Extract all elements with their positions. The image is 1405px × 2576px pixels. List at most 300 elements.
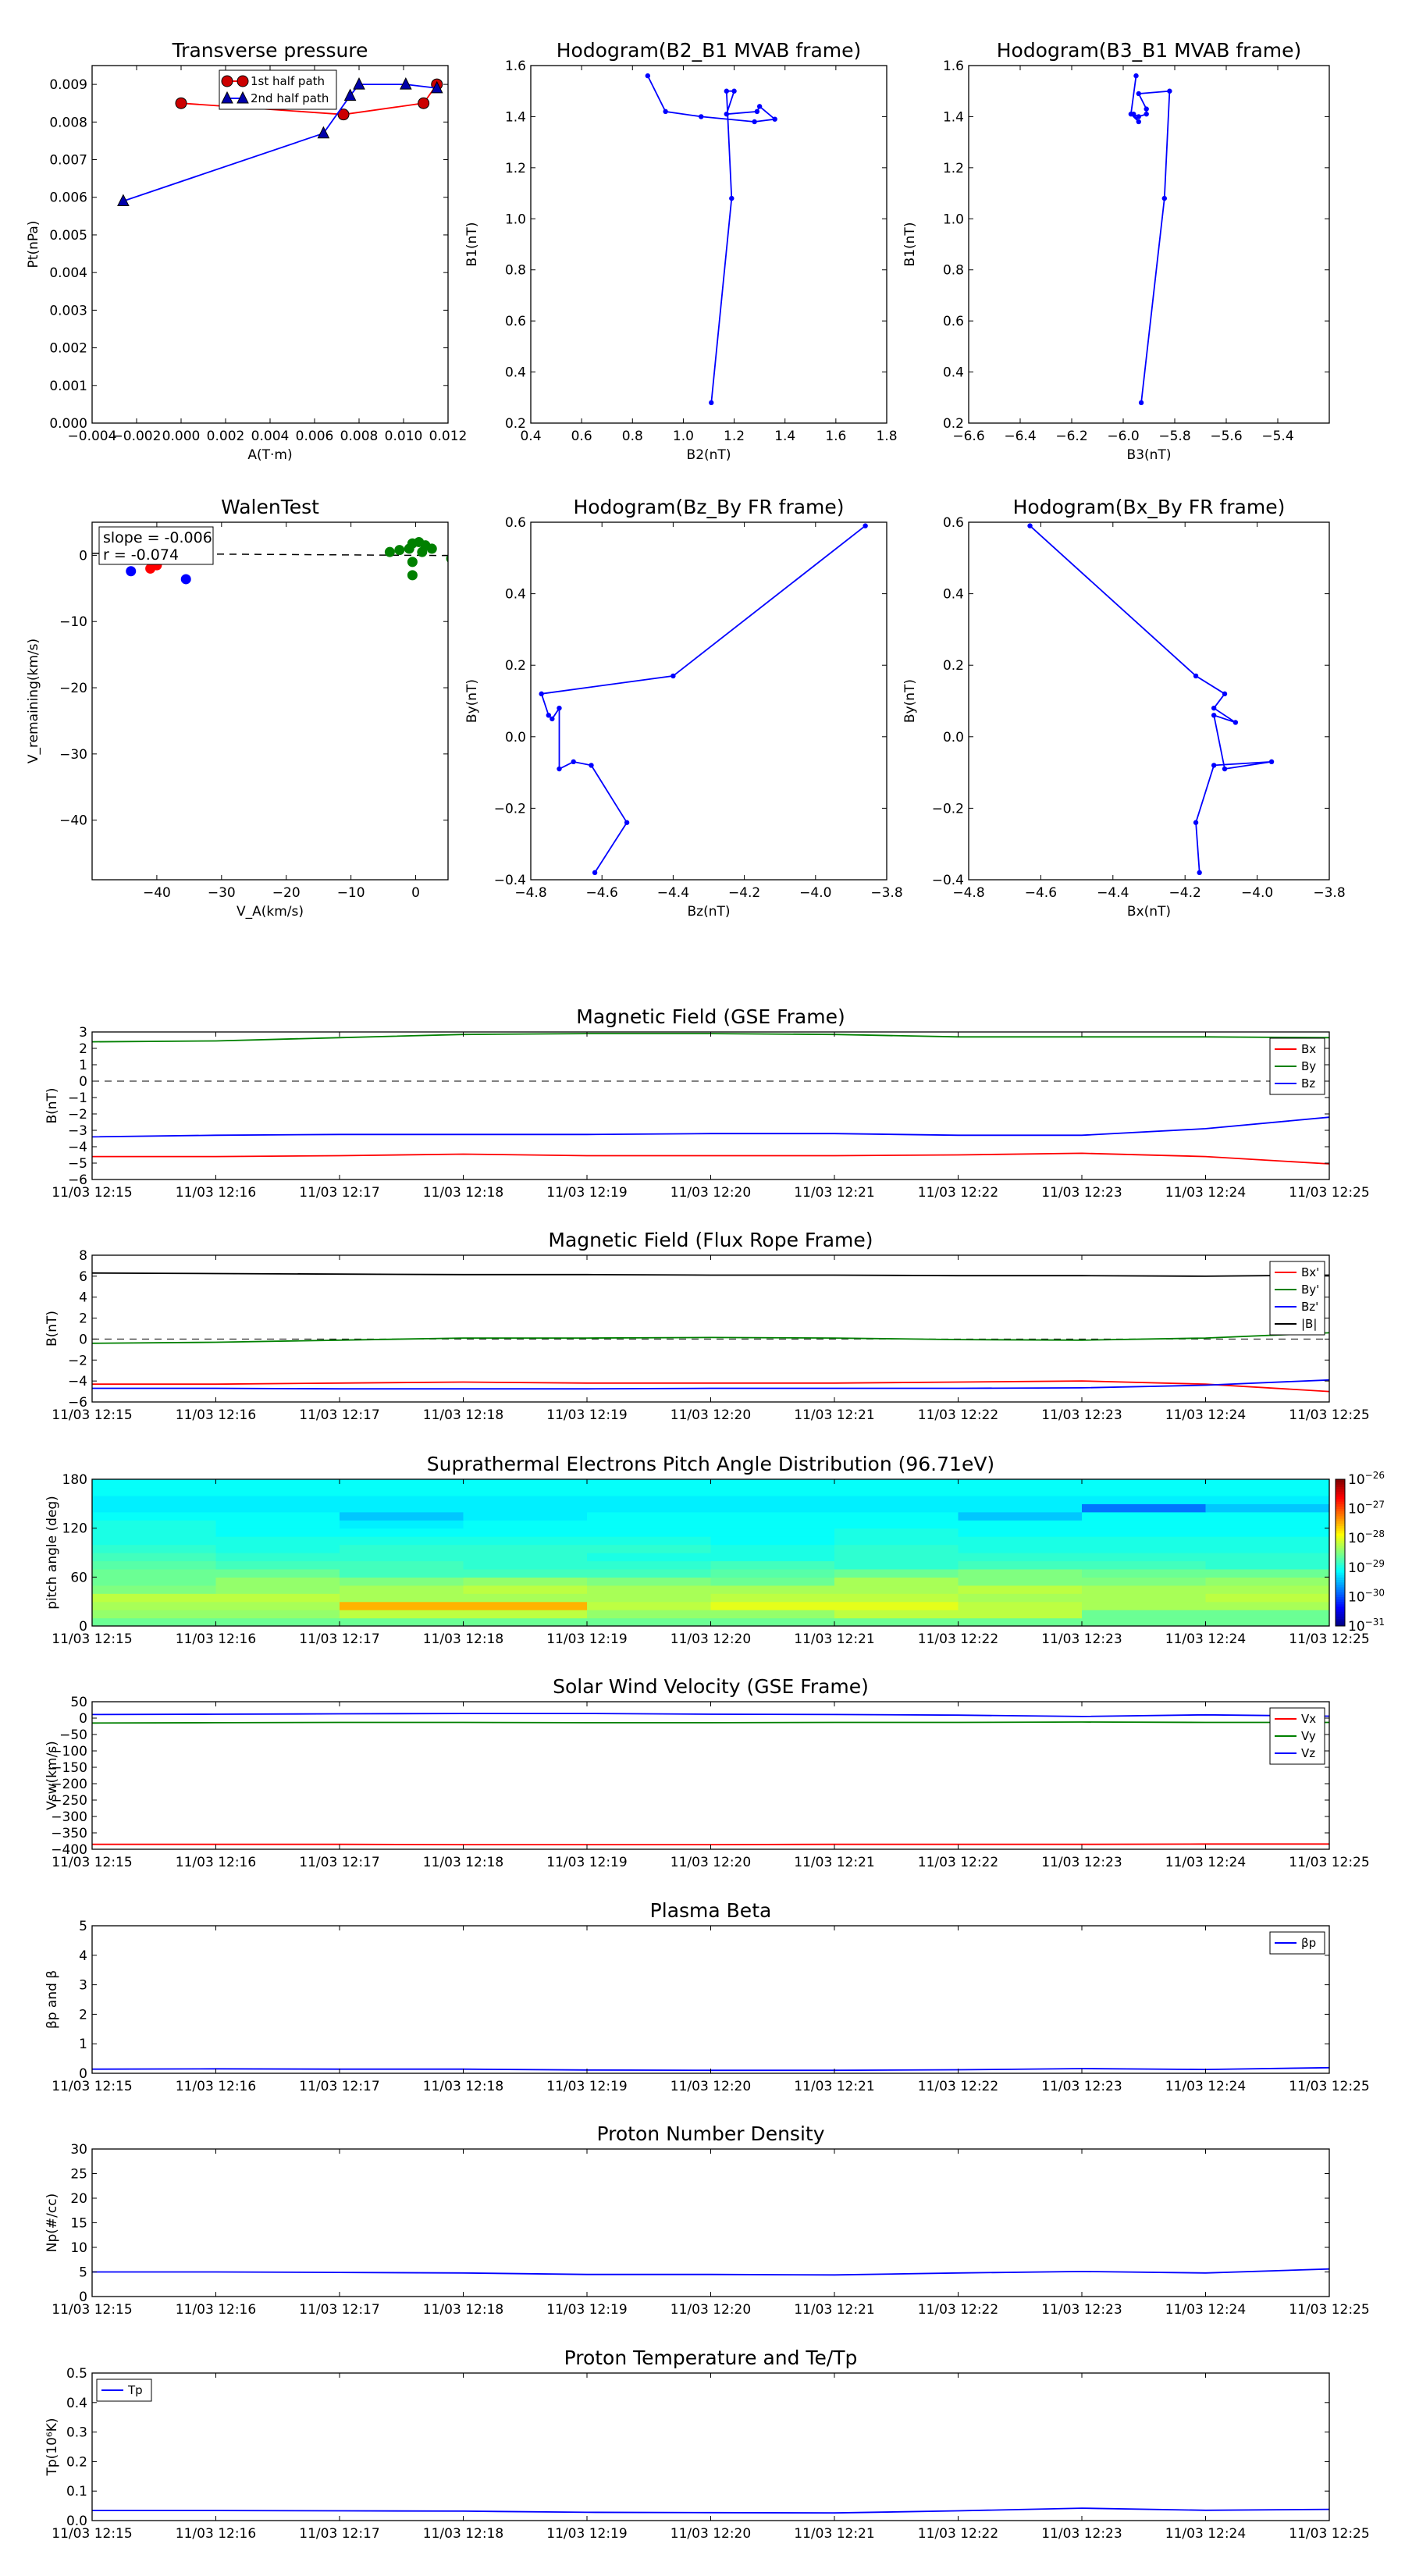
heatmap-cell: [834, 1593, 959, 1602]
x-tick-label: −3.8: [870, 885, 903, 901]
heatmap-cell: [464, 1512, 588, 1521]
x-tick-label: 11/03 12:25: [1289, 1407, 1370, 1423]
x-tick-label: 11/03 12:24: [1165, 2526, 1247, 2542]
heatmap-cell: [587, 1593, 711, 1602]
colorbar-segment: [1336, 1614, 1345, 1617]
chart-title: Plasma Beta: [649, 1899, 772, 1922]
y-tick-label: 5: [79, 2265, 87, 2281]
heatmap-cell: [959, 1512, 1083, 1521]
x-tick-label: 11/03 12:15: [52, 1631, 133, 1647]
y-tick-label: −30: [59, 746, 87, 763]
chart-pad: [44, 1453, 1385, 1647]
y-axis-label: Vsw(km/s): [44, 1741, 60, 1810]
x-tick-label: 11/03 12:21: [794, 1185, 875, 1201]
y-tick-label: 1: [79, 2037, 87, 2053]
chart-title: Magnetic Field (Flux Rope Frame): [548, 1229, 873, 1251]
y-tick-label: 0.6: [504, 515, 526, 531]
x-tick-label: −5.6: [1210, 429, 1243, 444]
y-tick-label: 0.001: [49, 378, 87, 394]
heatmap-cell: [1206, 1602, 1330, 1610]
heatmap-cell: [464, 1602, 588, 1610]
heatmap-cell: [834, 1577, 959, 1585]
x-tick-label: 1.0: [672, 429, 694, 444]
heatmap-cell: [340, 1610, 464, 1618]
data-point: [589, 763, 593, 767]
x-tick-label: 11/03 12:18: [422, 2302, 504, 2318]
data-point: [1197, 870, 1201, 875]
heatmap-cell: [711, 1520, 835, 1528]
data-point: [539, 692, 543, 696]
heatmap-cell: [1206, 1560, 1330, 1569]
colorbar-tick-exponent: −26: [1364, 1470, 1385, 1481]
heatmap-cell: [834, 1545, 959, 1553]
y-tick-label: −0.2: [931, 801, 964, 817]
x-tick-label: −4.6: [585, 885, 618, 901]
x-tick-label: −6.2: [1055, 429, 1088, 444]
heatmap-cell: [1206, 1569, 1330, 1578]
data-point: [237, 76, 248, 87]
y-tick-label: 0.002: [49, 340, 87, 357]
x-tick-label: −5.4: [1261, 429, 1294, 444]
x-tick-label: −20: [272, 885, 301, 901]
heatmap-cell: [340, 1520, 464, 1528]
data-point: [557, 767, 561, 771]
chart-title: Suprathermal Electrons Pitch Angle Distribution (96.71eV): [426, 1453, 995, 1475]
data-point: [1136, 114, 1141, 119]
colorbar-segment: [1336, 1553, 1345, 1556]
x-tick-label: 11/03 12:17: [299, 1185, 380, 1201]
data-point: [1211, 763, 1216, 767]
x-tick-label: 11/03 12:24: [1165, 2079, 1247, 2094]
x-tick-label: 11/03 12:21: [794, 2079, 875, 2094]
colorbar-segment: [1336, 1538, 1345, 1541]
heatmap-cell: [340, 1496, 464, 1504]
heatmap-cell: [340, 1479, 464, 1488]
x-tick-label: 11/03 12:18: [422, 2526, 504, 2542]
y-tick-label: 0.1: [66, 2484, 87, 2500]
x-axis-label: B2(nT): [686, 447, 731, 463]
heatmap-cell: [834, 1479, 959, 1488]
x-tick-label: 11/03 12:18: [422, 1855, 504, 1870]
legend-label: βp: [1301, 1936, 1317, 1950]
x-tick-label: 11/03 12:19: [546, 2302, 628, 2318]
colorbar-segment: [1336, 1494, 1345, 1497]
heatmap-cell: [216, 1585, 340, 1594]
heatmap-cell: [92, 1553, 216, 1561]
heatmap-cell: [340, 1569, 464, 1578]
y-tick-label: 0.0: [504, 729, 526, 745]
heatmap-cell: [587, 1487, 711, 1496]
x-tick-label: 11/03 12:24: [1165, 1631, 1247, 1647]
y-axis-label: B1(nT): [902, 222, 918, 267]
heatmap-cell: [711, 1512, 835, 1521]
stats-line: slope = -0.006: [103, 529, 212, 546]
y-tick-label: 4: [79, 1948, 87, 1964]
x-tick-label: 11/03 12:24: [1165, 1407, 1247, 1423]
x-tick-label: 0.6: [571, 429, 592, 444]
y-tick-label: 0.6: [942, 515, 964, 531]
colorbar-segment: [1336, 1594, 1345, 1597]
y-tick-label: −300: [51, 1809, 87, 1825]
heatmap-cell: [587, 1536, 711, 1545]
y-tick-label: 1.0: [504, 212, 526, 228]
x-axis-label: B3(nT): [1126, 447, 1172, 463]
x-tick-label: 1.2: [724, 429, 745, 444]
y-axis-label: Tp(10⁶K): [44, 2418, 60, 2476]
heatmap-cell: [92, 1528, 216, 1537]
y-tick-label: −0.4: [493, 873, 526, 888]
heatmap-cell: [1206, 1618, 1330, 1627]
colorbar-segment: [1336, 1542, 1345, 1546]
x-tick-label: −10: [336, 885, 365, 901]
y-tick-label: 0: [79, 1332, 87, 1348]
heatmap-cell: [959, 1503, 1083, 1512]
y-tick-label: −2: [67, 1353, 87, 1369]
y-tick-label: 0.2: [942, 658, 964, 674]
x-tick-label: 11/03 12:19: [546, 1631, 628, 1647]
heatmap-cell: [959, 1593, 1083, 1602]
x-tick-label: 11/03 12:19: [546, 1407, 628, 1423]
data-point: [1144, 106, 1149, 111]
colorbar-segment: [1336, 1482, 1345, 1485]
heatmap-cell: [1206, 1585, 1330, 1594]
data-point: [1193, 820, 1198, 825]
y-tick-label: 2: [79, 1041, 87, 1057]
y-tick-label: 4: [79, 1290, 87, 1306]
data-point: [755, 109, 759, 114]
legend-label: Tp: [128, 2383, 143, 2397]
y-tick-label: 0.5: [66, 2366, 87, 2382]
heatmap-cell: [1082, 1577, 1206, 1585]
colorbar-segment: [1336, 1526, 1345, 1529]
heatmap-cell: [711, 1487, 835, 1496]
x-tick-label: 11/03 12:20: [670, 1185, 752, 1201]
legend-label: |B|: [1301, 1317, 1318, 1331]
legend-label: Bz: [1301, 1076, 1316, 1091]
legend-label: Vz: [1301, 1746, 1316, 1760]
x-tick-label: 11/03 12:22: [917, 2302, 999, 2318]
x-tick-label: 0.004: [251, 429, 290, 444]
y-tick-label: 5: [79, 1919, 87, 1934]
data-point: [1211, 706, 1216, 710]
colorbar-segment: [1336, 1565, 1345, 1568]
y-tick-label: −0.2: [493, 801, 526, 817]
data-point: [1222, 767, 1227, 771]
colorbar-segment: [1336, 1585, 1345, 1588]
x-tick-label: 11/03 12:25: [1289, 1631, 1370, 1647]
legend: [1270, 1708, 1325, 1764]
heatmap-cell: [340, 1536, 464, 1545]
heatmap-cell: [340, 1545, 464, 1553]
heatmap-cell: [711, 1528, 835, 1537]
legend-label: By: [1301, 1059, 1317, 1073]
x-tick-label: 11/03 12:18: [422, 1631, 504, 1647]
x-tick-label: 11/03 12:18: [422, 2079, 504, 2094]
x-axis-label: Bz(nT): [687, 904, 731, 920]
heatmap-cell: [959, 1528, 1083, 1537]
data-point: [729, 196, 734, 201]
heatmap-cell: [959, 1536, 1083, 1545]
colorbar-segment: [1336, 1511, 1345, 1514]
heatmap-cell: [1082, 1512, 1206, 1521]
y-tick-label: 1.6: [942, 59, 964, 74]
colorbar-tick-base: 10: [1348, 1531, 1365, 1547]
colorbar-segment: [1336, 1514, 1345, 1517]
legend-label: Bz': [1301, 1300, 1319, 1314]
colorbar-tick-exponent: −31: [1364, 1617, 1385, 1628]
x-tick-label: 11/03 12:16: [175, 2079, 257, 2094]
y-tick-label: −100: [51, 1744, 87, 1759]
colorbar-segment: [1336, 1611, 1345, 1614]
heatmap-cell: [834, 1585, 959, 1594]
y-tick-label: −2: [67, 1107, 87, 1123]
colorbar-segment: [1336, 1540, 1345, 1543]
chart-title: Proton Number Density: [596, 2122, 825, 2145]
heatmap-cell: [92, 1503, 216, 1512]
x-tick-label: 11/03 12:17: [299, 2302, 380, 2318]
colorbar-segment: [1336, 1572, 1345, 1575]
colorbar-segment: [1336, 1523, 1345, 1526]
y-tick-label: −1: [67, 1091, 87, 1106]
data-point: [407, 557, 417, 567]
colorbar-tick-exponent: −28: [1364, 1528, 1385, 1540]
heatmap-cell: [1082, 1560, 1206, 1569]
x-tick-label: 0: [411, 885, 420, 901]
x-tick-label: −0.004: [67, 429, 117, 444]
heatmap-cell: [216, 1569, 340, 1578]
y-tick-label: 0.2: [942, 416, 964, 432]
heatmap-cell: [92, 1593, 216, 1602]
data-point: [646, 73, 650, 78]
heatmap-cell: [959, 1560, 1083, 1569]
heatmap-cell: [711, 1593, 835, 1602]
heatmap-cell: [92, 1536, 216, 1545]
chart-title: Magnetic Field (GSE Frame): [576, 1005, 845, 1028]
y-tick-label: 0: [79, 548, 87, 564]
heatmap-cell: [340, 1618, 464, 1627]
data-point: [385, 547, 394, 557]
x-tick-label: −4.0: [1240, 885, 1274, 901]
heatmap-cell: [959, 1569, 1083, 1578]
y-tick-label: 8: [79, 1248, 87, 1264]
x-tick-label: 11/03 12:23: [1041, 1631, 1122, 1647]
y-tick-label: 0.4: [504, 365, 526, 381]
heatmap-cell: [1206, 1503, 1330, 1512]
x-tick-label: 11/03 12:19: [546, 1855, 628, 1870]
heatmap-cell: [834, 1618, 959, 1627]
heatmap-cell: [1082, 1593, 1206, 1602]
heatmap-cell: [711, 1503, 835, 1512]
heatmap-cell: [834, 1553, 959, 1561]
y-tick-label: 0.009: [49, 77, 87, 94]
heatmap-cell: [92, 1545, 216, 1553]
heatmap-cell: [1206, 1553, 1330, 1561]
heatmap-cell: [959, 1487, 1083, 1496]
colorbar-tick-base: 10: [1348, 1501, 1365, 1517]
y-tick-label: 6: [79, 1268, 87, 1285]
y-axis-label: B(nT): [44, 1310, 60, 1347]
colorbar-segment: [1336, 1570, 1345, 1573]
heatmap-cell: [216, 1528, 340, 1537]
y-tick-label: 0.004: [49, 265, 87, 282]
x-tick-label: 11/03 12:22: [917, 2526, 999, 2542]
data-point: [557, 706, 561, 710]
data-point: [176, 98, 187, 109]
y-tick-label: 0.003: [49, 303, 87, 319]
x-tick-label: 11/03 12:18: [422, 1185, 504, 1201]
x-tick-label: 11/03 12:20: [670, 2526, 752, 2542]
heatmap-cell: [464, 1560, 588, 1569]
heatmap-cell: [216, 1560, 340, 1569]
data-point: [1133, 73, 1138, 78]
x-tick-label: 11/03 12:20: [670, 2079, 752, 2094]
y-tick-label: 0: [79, 1711, 87, 1727]
colorbar-segment: [1336, 1535, 1345, 1539]
heatmap-cell: [216, 1479, 340, 1488]
heatmap-cell: [834, 1512, 959, 1521]
y-tick-label: −150: [51, 1760, 87, 1776]
heatmap-cell: [711, 1496, 835, 1504]
data-point: [772, 117, 777, 122]
colorbar-segment: [1336, 1606, 1345, 1610]
colorbar-segment: [1336, 1516, 1345, 1519]
heatmap-cell: [216, 1536, 340, 1545]
colorbar-segment: [1336, 1506, 1345, 1509]
y-tick-label: 0.6: [942, 314, 964, 330]
heatmap-cell: [340, 1487, 464, 1496]
heatmap-cell: [464, 1593, 588, 1602]
heatmap-cell: [587, 1610, 711, 1618]
y-axis-label: By(nT): [902, 678, 918, 724]
y-tick-label: 180: [62, 1472, 87, 1488]
y-axis-label: βp and β: [44, 1969, 60, 2030]
y-tick-label: −6: [67, 1172, 87, 1188]
x-tick-label: 11/03 12:19: [546, 1185, 628, 1201]
colorbar-segment: [1336, 1521, 1345, 1524]
series-vx: [92, 1844, 1329, 1845]
x-tick-label: −6.6: [952, 429, 985, 444]
heatmap-cell: [711, 1560, 835, 1569]
heatmap-cell: [464, 1528, 588, 1537]
heatmap-cell: [587, 1503, 711, 1512]
colorbar-segment: [1336, 1616, 1345, 1619]
legend-label: Vx: [1301, 1712, 1317, 1726]
data-point: [1129, 112, 1133, 116]
y-tick-label: −200: [51, 1777, 87, 1792]
y-tick-label: 0: [79, 2290, 87, 2305]
y-tick-label: 0.0: [66, 2514, 87, 2529]
x-tick-label: 1.4: [774, 429, 796, 444]
x-tick-label: 11/03 12:17: [299, 2526, 380, 2542]
colorbar-segment: [1336, 1587, 1345, 1590]
heatmap-cell: [340, 1503, 464, 1512]
legend-label: 2nd half path: [251, 91, 329, 105]
x-tick-label: −4.8: [952, 885, 985, 901]
data-point: [724, 112, 729, 116]
x-tick-label: −4.2: [1168, 885, 1201, 901]
data-point: [863, 523, 867, 528]
y-tick-label: 15: [70, 2215, 87, 2232]
y-tick-label: 2: [79, 2007, 87, 2023]
chart-title: Proton Temperature and Te/Tp: [564, 2347, 858, 2369]
x-tick-label: 1.8: [876, 429, 898, 444]
x-tick-label: −4.4: [1097, 885, 1129, 901]
x-axis-label: A(T·m): [247, 447, 293, 463]
y-tick-label: 0.4: [942, 365, 964, 381]
colorbar-tick-base: 10: [1348, 1589, 1365, 1606]
colorbar-segment: [1336, 1484, 1345, 1487]
x-tick-label: 11/03 12:16: [175, 1631, 257, 1647]
heatmap-cell: [1082, 1487, 1206, 1496]
chart-title: Transverse pressure: [172, 39, 368, 62]
y-tick-label: 50: [70, 1695, 87, 1710]
x-tick-label: 0.006: [295, 429, 334, 444]
colorbar-segment: [1336, 1499, 1345, 1502]
data-point: [1162, 196, 1167, 201]
x-tick-label: 0.002: [206, 429, 245, 444]
x-tick-label: −4.4: [656, 885, 690, 901]
heatmap-cell: [834, 1487, 959, 1496]
heatmap-cell: [711, 1569, 835, 1578]
y-axis-label: Np(#/cc): [44, 2193, 60, 2253]
colorbar-segment: [1336, 1560, 1345, 1563]
heatmap-cell: [1206, 1610, 1330, 1618]
heatmap-cell: [464, 1545, 588, 1553]
heatmap-cell: [1206, 1520, 1330, 1528]
heatmap-cell: [216, 1496, 340, 1504]
x-tick-label: 1.6: [825, 429, 847, 444]
x-tick-label: 11/03 12:19: [546, 2526, 628, 2542]
colorbar-segment: [1336, 1550, 1345, 1553]
series-line: [92, 1722, 1329, 1723]
y-tick-label: 1.4: [504, 109, 526, 126]
heatmap-cell: [587, 1496, 711, 1504]
heatmap-cell: [1206, 1536, 1330, 1545]
y-tick-label: 0.006: [49, 190, 87, 206]
colorbar-segment: [1336, 1531, 1345, 1534]
y-tick-label: 120: [62, 1521, 87, 1537]
x-tick-label: 11/03 12:23: [1041, 2079, 1122, 2094]
heatmap-cell: [834, 1602, 959, 1610]
heatmap-cell: [1206, 1545, 1330, 1553]
x-tick-label: 11/03 12:24: [1165, 1185, 1247, 1201]
heatmap-cell: [959, 1520, 1083, 1528]
colorbar-segment: [1336, 1518, 1345, 1521]
x-tick-label: 11/03 12:25: [1289, 2302, 1370, 2318]
y-tick-label: −10: [59, 614, 87, 631]
x-tick-label: 11/03 12:25: [1289, 1855, 1370, 1870]
x-tick-label: −30: [207, 885, 236, 901]
series-line: [92, 1844, 1329, 1845]
x-tick-label: 11/03 12:23: [1041, 1855, 1122, 1870]
heatmap-cell: [959, 1610, 1083, 1618]
y-tick-label: −40: [59, 813, 87, 829]
colorbar-segment: [1336, 1489, 1345, 1493]
chart-title: Hodogram(Bz_By FR frame): [573, 496, 845, 518]
heatmap-cell: [959, 1479, 1083, 1488]
heatmap-cell: [1206, 1479, 1330, 1488]
colorbar-segment: [1336, 1501, 1345, 1504]
heatmap-cell: [834, 1520, 959, 1528]
x-tick-label: 11/03 12:20: [670, 2302, 752, 2318]
heatmap-cell: [92, 1479, 216, 1488]
heatmap-cell: [711, 1479, 835, 1488]
heatmap-cell: [587, 1577, 711, 1585]
colorbar-segment: [1336, 1557, 1345, 1560]
heatmap-cell: [587, 1545, 711, 1553]
heatmap-cell: [587, 1512, 711, 1521]
data-point: [1144, 112, 1149, 116]
